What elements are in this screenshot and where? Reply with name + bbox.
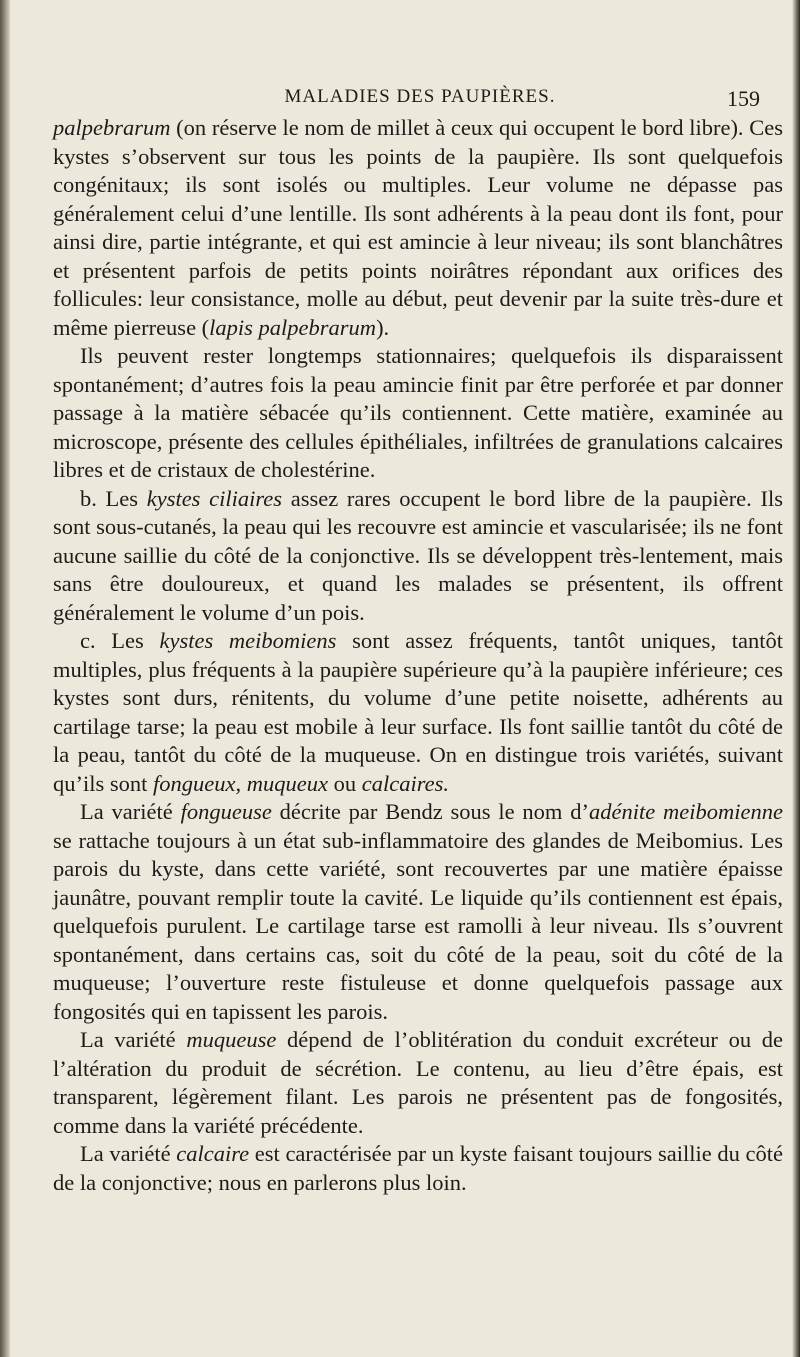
text-run: c. Les (80, 628, 160, 653)
text-run: La variété (80, 1027, 187, 1052)
paragraph (53, 627, 783, 798)
page-header (120, 86, 760, 116)
italic-run: lapis palpebrarum (209, 314, 377, 340)
text-run: Ils peuvent rester longtemps stationnaires; quelquefois ils disparaissent spontanément; d’autres fois la peau amincie finit par être perforée et par donner passage à la matière sébacée qu’ils contiennent. Cette matière, examinée au microscope, présente des cellules épithéliales, infiltrées de granulations calcaires libres et de cristaux de cholestérine. (53, 343, 783, 482)
italic-run: kystes ciliaires (146, 485, 283, 511)
text-run: dépend de l’oblitération du conduit excréteur ou de l’altération du produit de sécrétion. Le contenu, au lieu d’être épais, est transparent, légèrement filant. Les parois ne présentent pas de fongosités, comme dans la variété précédente. (53, 1027, 783, 1138)
paragraph (53, 114, 783, 342)
binding-shadow (0, 0, 10, 1357)
text-run: ). (376, 314, 390, 340)
italic-run: calcaires. (361, 770, 449, 796)
paragraph (53, 798, 783, 1026)
italic-run: adénite meibomienne (589, 799, 784, 824)
body-text (53, 114, 783, 1197)
text-run: assez rares occupent le bord libre de la paupière. Ils sont sous-cutanés, la peau qui les recouvre est amincie et vascularisée; ils ne font aucune saillie du côté de la conjonctive. Ils se développent très-lentement, mais sans être douloureux, et quand les malades se présentent, ils offrent généralement le volume d’un pois. (53, 485, 783, 625)
paragraph (53, 1140, 783, 1197)
running-head: MALADIES DES PAUPIÈRES. (284, 86, 556, 107)
paragraph (53, 485, 783, 628)
paragraph (53, 342, 783, 485)
text-run: ou (327, 770, 362, 796)
italic-run: muqueuse (186, 1027, 277, 1052)
text-run: se rattache toujours à un état sub-inflammatoire des glandes de Meibomius. Les parois du kyste, dans cette variété, sont recouvertes par une matière épaisse jaunâtre, pouvant remplir toute la cavité. Le liquide qu’ils contiennent est épais, quelquefois purulent. Le cartilage tarse est ramolli à leur niveau. Ils s’ouvrent spontanément, dans certains cas, soit du côté de la peau, soit du côté de la muqueuse; l’ouverture reste fistuleuse et donne quelquefois passage aux fongosités qui en tapissent les parois. (53, 827, 783, 1024)
text-run: (on réserve le nom de millet à ceux qui occupent le bord libre). Ces kystes s’observent sur tous les points de la paupière. Ils sont quelquefois congénitaux; ils sont isolés ou multiples. Leur volume ne dépasse pas généralement celui d’une lentille. Ils sont adhérents à la peau dont ils font, pour ainsi dire, partie intégrante, et qui est amincie à leur niveau; ils sont blanchâtres et présentent parfois de petits points noirâtres répondant aux orifices des follicules: leur consistance, molle au début, peut devenir par la suite très-dure et même pierreuse ( (53, 115, 783, 340)
italic-run: fongueux, muqueux (153, 770, 328, 796)
italic-run: palpebrarum (53, 115, 171, 140)
page-edge-shadow (792, 0, 800, 1357)
text-run: b. Les (80, 485, 147, 511)
italic-run: kystes meibomiens (159, 628, 337, 653)
italic-run: calcaire (176, 1141, 250, 1166)
text-run: La variété (80, 799, 181, 824)
paragraph (53, 1026, 783, 1140)
page-number: 159 (727, 86, 760, 111)
text-run: décrite par Bendz sous le nom d’ (271, 799, 589, 824)
text-run: est caractérisée par un kyste faisant toujours saillie du côté de la conjonctive; nous en parlerons plus loin. (53, 1141, 783, 1195)
text-run: La variété (80, 1141, 177, 1166)
text-run: sont assez fréquents, tantôt uniques, tantôt multiples, plus fréquents à la paupière supérieure qu’à la paupière inférieure; ces kystes sont durs, rénitents, du volume d’une petite noisette, adhérents au cartilage tarse; la peau est mobile à leur surface. Ils font saillie tantôt du côté de la peau, tantôt du côté de la muqueuse. On en distingue trois variétés, suivant qu’ils sont (53, 628, 784, 796)
italic-run: fongueuse (180, 799, 272, 824)
